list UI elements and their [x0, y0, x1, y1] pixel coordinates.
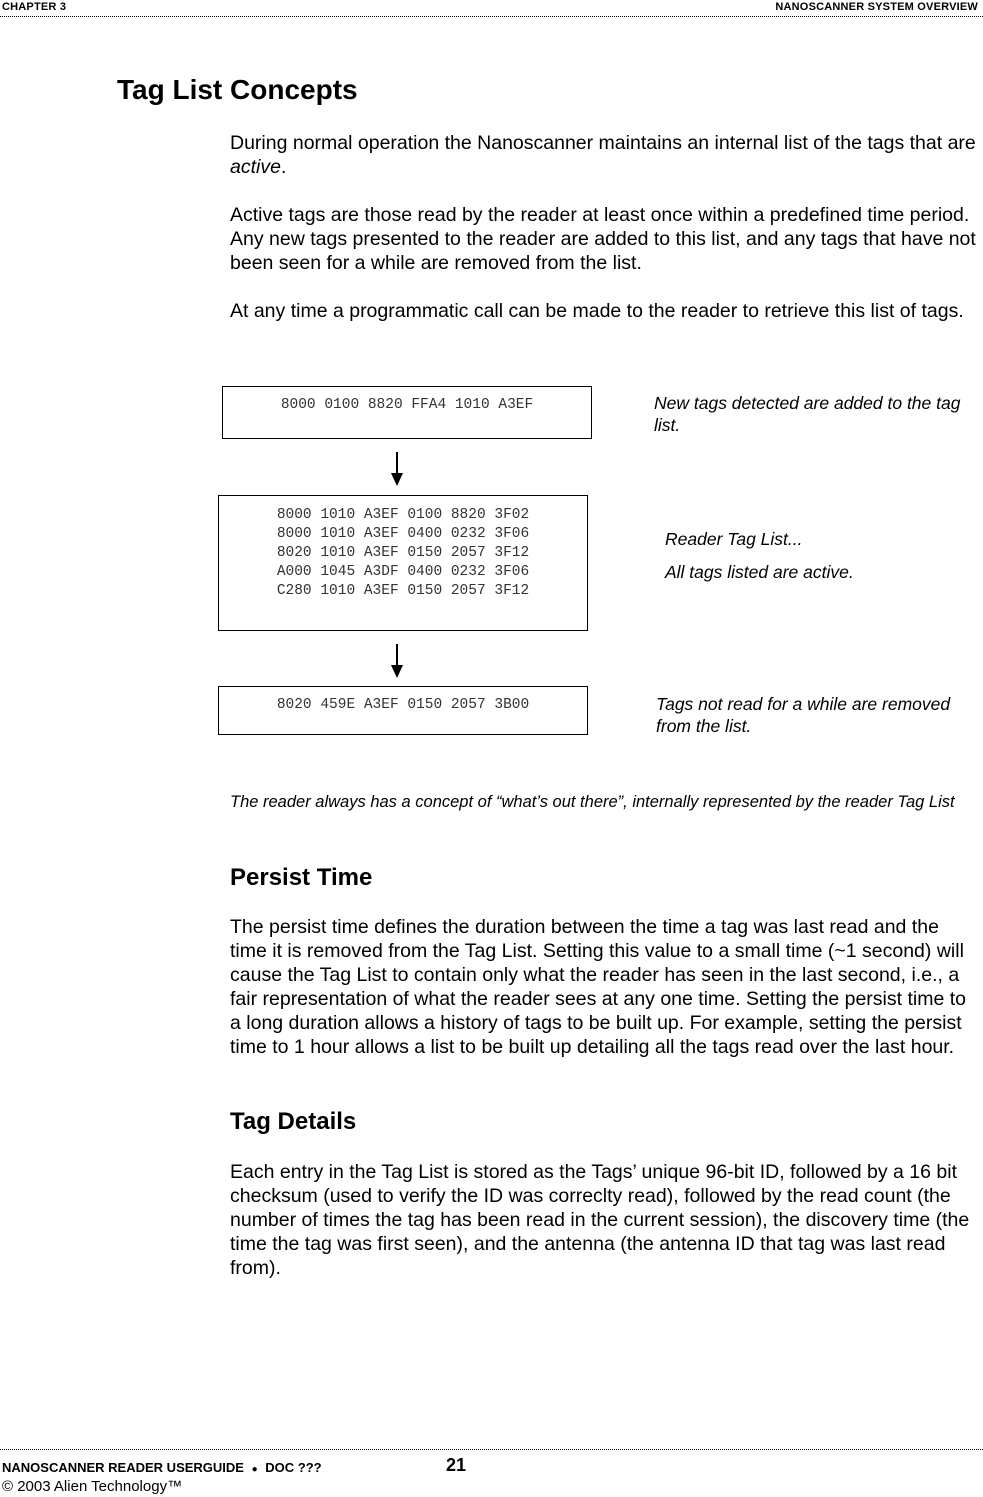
intro-paragraph-2: Active tags are those read by the reader at least once within a predefined time period. Any new tags presented to the reader are added to this list, and any tags that have not been seen for a while are removed from the list.	[230, 204, 976, 274]
diagram-caption: The reader always has a concept of “what’s out there”, internally represented by the reader Tag List	[230, 793, 955, 811]
list-tag-id: C280 1010 A3EF 0150 2057 3F12	[276, 583, 530, 599]
list-tag-id: 8000 1010 A3EF 0400 0232 3F06	[276, 526, 530, 542]
new-tag-box	[222, 386, 592, 439]
list-tag-id: A000 1045 A3DF 0400 0232 3F06	[276, 564, 530, 580]
details-paragraph: Each entry in the Tag List is stored as the Tags’ unique 96-bit ID, followed by a 16 bit checksum (used to verify the ID was correclty read), followed by the read count (the number of times the tag has been read in the current session), the discovery time (the time the tag was first seen), and the antenna (the antenna ID that tag was last read from).	[230, 1161, 970, 1279]
section-label: NANOSCANNER SYSTEM OVERVIEW	[775, 1, 978, 13]
intro-text-end: .	[280, 156, 287, 178]
footer-guide-line	[2, 1460, 322, 1475]
details-heading: Tag Details	[230, 1108, 357, 1135]
tag-list-active-note: All tags listed are active.	[665, 562, 854, 582]
list-tag-id: 8020 1010 A3EF 0150 2057 3F12	[276, 545, 530, 561]
footer-doc: DOC ???	[265, 1460, 322, 1475]
tag-list-box	[218, 495, 588, 631]
persist-paragraph: The persist time defines the duration between the time a tag was last read and the time it is removed from the Tag List. Setting this value to a small time (~1 second) will cause the Tag List to contain only what the reader has seen in the last second, i.e., a fair representation of what the reader sees at any one time. Setting the persist time to a long duration allows a history of tags to be built up. For example, setting the persist time to 1 hour allows a list to be built up detailing all the tags read over the last hour.	[230, 916, 966, 1058]
intro-paragraph-1	[230, 131, 980, 179]
copyright: © 2003 Alien Technology™	[2, 1478, 183, 1495]
intro-paragraph-3: At any time a programmatic call can be made to the reader to retrieve this list of tags.	[230, 300, 964, 322]
intro-section	[230, 131, 980, 323]
footer-rule	[0, 1449, 983, 1450]
footer-guide: NANOSCANNER READER USERGUIDE	[2, 1460, 244, 1475]
list-tag-id: 8000 1010 A3EF 0100 8820 3F02	[276, 507, 530, 523]
intro-emphasis: active	[230, 156, 281, 178]
removed-tag-box	[218, 686, 588, 735]
removed-tag-note: Tags not read for a while are removed from the list.	[656, 694, 951, 736]
tag-list-note: Reader Tag List...	[665, 529, 803, 549]
arrow-head-icon	[391, 665, 403, 678]
persist-heading: Persist Time	[230, 864, 373, 891]
bullet-icon: ●	[251, 1464, 258, 1475]
intro-text: During normal operation the Nanoscanner maintains an internal list of the tags that are	[230, 132, 976, 154]
header-rule	[0, 16, 983, 17]
chapter-label: CHAPTER 3	[2, 1, 67, 13]
page-number: 21	[446, 1455, 467, 1475]
removed-tag-id: 8020 459E A3EF 0150 2057 3B00	[276, 697, 530, 713]
page-title: Tag List Concepts	[117, 74, 358, 105]
new-tag-id: 8000 0100 8820 FFA4 1010 A3EF	[280, 397, 534, 413]
new-tag-note: New tags detected are added to the tag list.	[654, 393, 961, 435]
arrow-head-icon	[391, 473, 403, 486]
